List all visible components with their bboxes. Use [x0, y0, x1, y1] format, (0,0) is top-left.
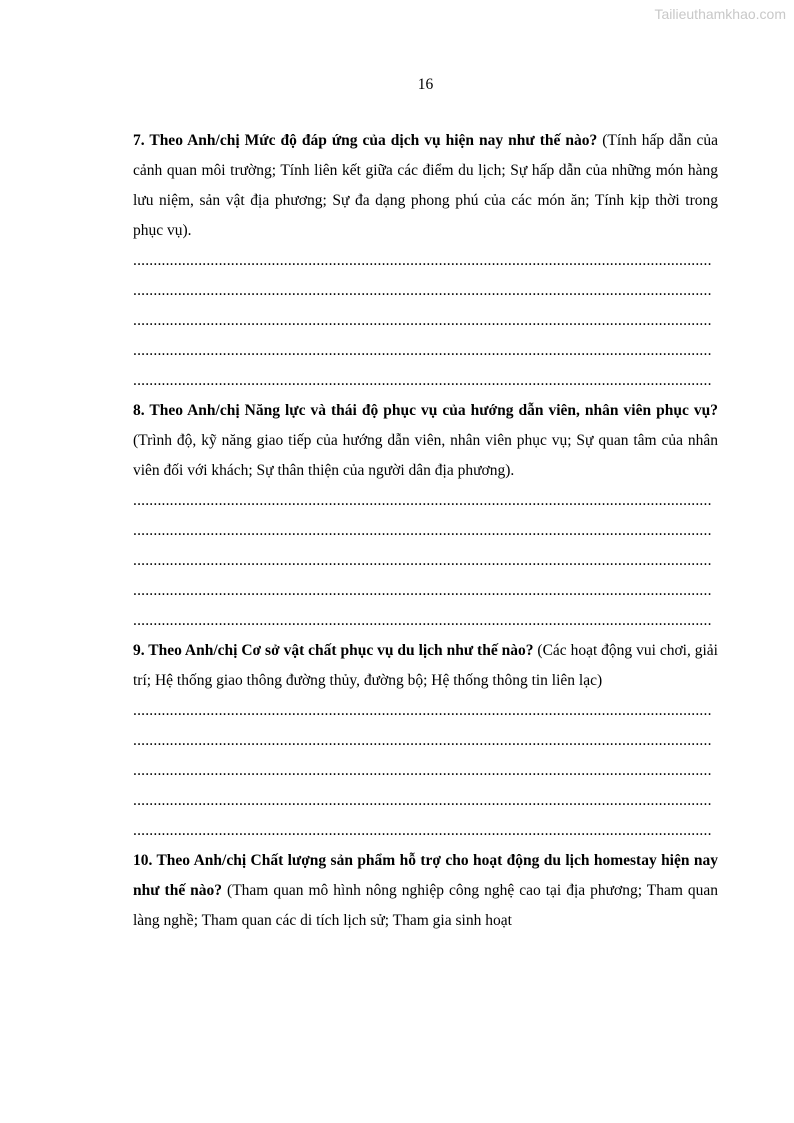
- answer-line[interactable]: ..............................................................................................................................................: [133, 612, 712, 629]
- question-10-detail: (Tham quan mô hình nông nghiệp công nghệ cao tại địa phương; Tham quan làng nghề; Tham quan các di tích lịch sử; Tham gia sinh hoạt: [133, 882, 718, 929]
- answer-line[interactable]: ..............................................................................................................................................: [133, 732, 712, 749]
- question-8-detail: (Trình độ, kỹ năng giao tiếp của hướng dẫn viên, nhân viên phục vụ; Sự quan tâm của nhân viên đối với khách; Sự thân thiện của người dân địa phương).: [133, 432, 718, 479]
- page-number: 16: [417, 76, 434, 93]
- question-9-text: [133, 636, 718, 696]
- answer-line[interactable]: ..............................................................................................................................................: [133, 312, 712, 329]
- question-7-detail: (Tính hấp dẫn của cảnh quan môi trường; Tính liên kết giữa các điểm du lịch; Sự hấp dẫn của những món hàng lưu niệm, sản vật địa phương; Sự đa dạng phong phú của các món ăn; Tính kịp thời trong phục vụ).: [133, 132, 718, 239]
- answer-line[interactable]: ..............................................................................................................................................: [133, 372, 712, 389]
- question-8-text: [133, 396, 718, 486]
- watermark: Tailieuthamkhao.com: [654, 6, 786, 22]
- answer-line[interactable]: ..............................................................................................................................................: [133, 492, 712, 509]
- question-10: [133, 846, 718, 936]
- question-9: [133, 636, 718, 846]
- question-7-text: [133, 126, 718, 246]
- question-9-lead: 9. Theo Anh/chị Cơ sở vật chất phục vụ du lịch như thế nào?: [133, 642, 534, 659]
- answer-line[interactable]: ..............................................................................................................................................: [133, 582, 712, 599]
- question-9-detail: (Các hoạt động vui chơi, giải trí; Hệ thống giao thông đường thủy, đường bộ; Hệ thống thông tin liên lạc): [133, 642, 718, 689]
- answer-line[interactable]: ..............................................................................................................................................: [133, 522, 712, 539]
- question-7-lead: 7. Theo Anh/chị Mức độ đáp ứng của dịch vụ hiện nay như thế nào?: [133, 132, 598, 149]
- answer-line[interactable]: ..............................................................................................................................................: [133, 342, 712, 359]
- answer-line[interactable]: ..............................................................................................................................................: [133, 282, 712, 299]
- question-8: [133, 396, 718, 636]
- answer-line[interactable]: ..............................................................................................................................................: [133, 252, 712, 269]
- question-10-text: [133, 846, 718, 936]
- question-7: [133, 126, 718, 396]
- question-8-lead: 8. Theo Anh/chị Năng lực và thái độ phục vụ của hướng dẫn viên, nhân viên phục vụ?: [133, 402, 718, 419]
- answer-line[interactable]: ..............................................................................................................................................: [133, 762, 712, 779]
- answer-line[interactable]: ..............................................................................................................................................: [133, 552, 712, 569]
- answer-line[interactable]: ..............................................................................................................................................: [133, 822, 712, 839]
- questionnaire-body: [133, 126, 718, 936]
- answer-line[interactable]: ..............................................................................................................................................: [133, 702, 712, 719]
- answer-line[interactable]: ..............................................................................................................................................: [133, 792, 712, 809]
- question-10-lead: 10. Theo Anh/chị Chất lượng sản phẩm hỗ trợ cho hoạt động du lịch homestay hiện nay như thế nào?: [133, 852, 718, 899]
